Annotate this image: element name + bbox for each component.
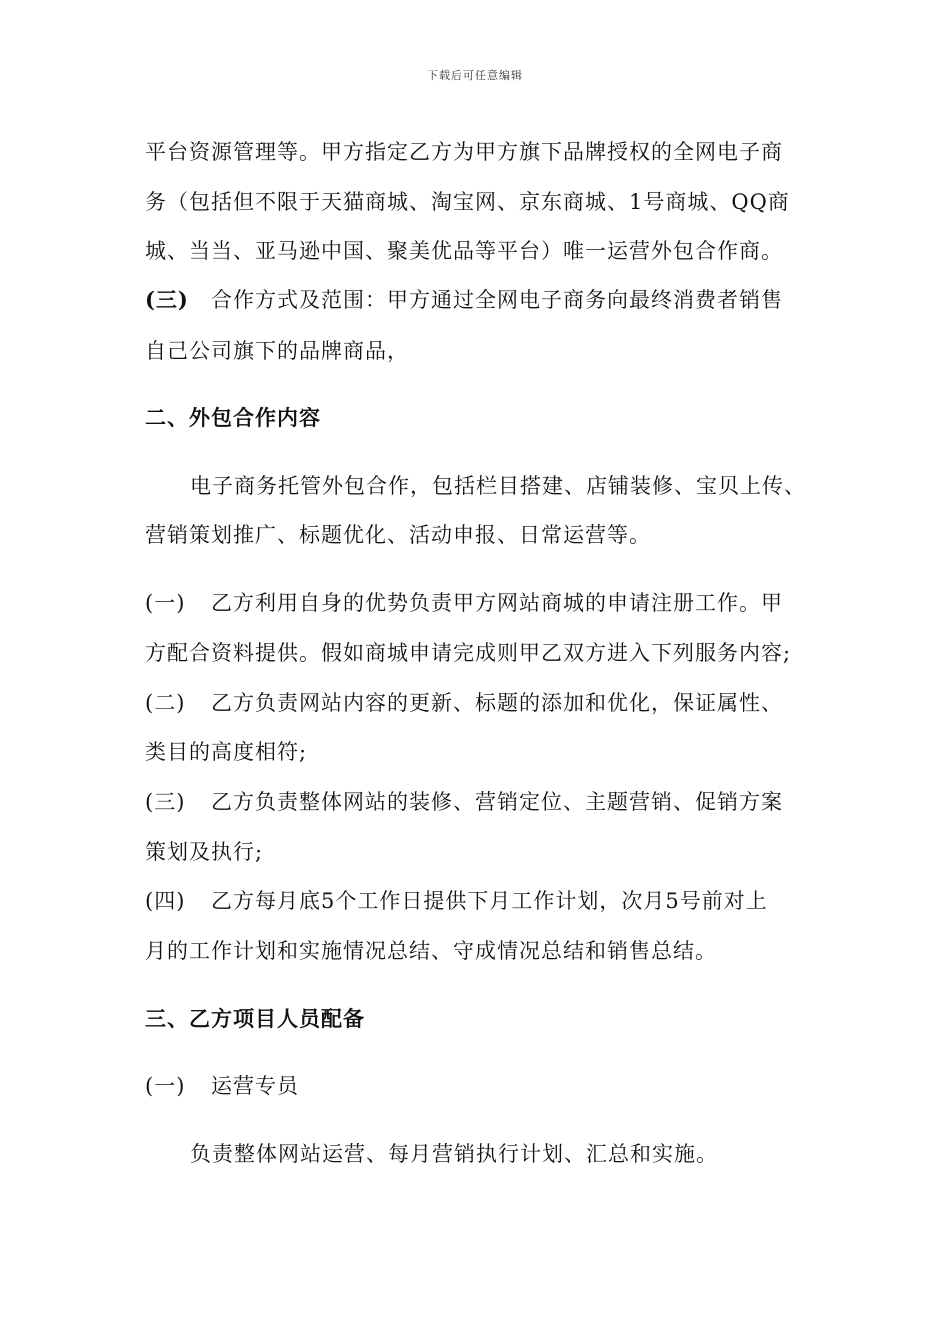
header-note: 下载后可任意编辑 bbox=[427, 69, 523, 82]
list-item bbox=[145, 588, 783, 618]
list-marker: (四) bbox=[145, 889, 186, 913]
paragraph-line: 自己公司旗下的品牌商品， bbox=[145, 339, 409, 363]
list-marker: (三) bbox=[145, 287, 189, 312]
list-item-text: 合作方式及范围：甲方通过全网电子商务向最终消费者销售 bbox=[211, 288, 783, 312]
list-item-text: 乙方负责整体网站的装修、营销定位、主题营销、促销方案 bbox=[211, 790, 783, 814]
paragraph-line: 类目的高度相符; bbox=[145, 740, 308, 764]
list-item-text: 运营专员 bbox=[211, 1074, 299, 1098]
list-marker: (一) bbox=[145, 591, 186, 615]
paragraph-line: 策划及执行; bbox=[145, 840, 264, 864]
list-item bbox=[145, 886, 768, 916]
list-marker: (一) bbox=[145, 1074, 186, 1098]
paragraph-line: 月的工作计划和实施情况总结、守成情况总结和销售总结。 bbox=[145, 939, 717, 963]
paragraph-line: 方配合资料提供。假如商城申请完成则甲乙双方进入下列服务内容; bbox=[145, 641, 792, 665]
paragraph-line: 务（包括但不限于天猫商城、淘宝网、京东商城、1号商城、QQ商 bbox=[145, 190, 790, 214]
list-item bbox=[145, 787, 783, 817]
paragraph-line: 城、当当、亚马逊中国、聚美优品等平台）唯一运营外包合作商。 bbox=[145, 239, 783, 263]
list-item-text: 乙方负责网站内容的更新、标题的添加和优化，保证属性、 bbox=[211, 691, 783, 715]
list-item bbox=[145, 1071, 299, 1101]
list-marker: (二) bbox=[145, 691, 186, 715]
list-item-text: 乙方利用自身的优势负责甲方网站商城的申请注册工作。甲 bbox=[211, 591, 783, 615]
list-marker: (三) bbox=[145, 790, 186, 814]
list-item bbox=[145, 688, 783, 718]
paragraph-line: 平台资源管理等。甲方指定乙方为甲方旗下品牌授权的全网电子商 bbox=[145, 140, 783, 164]
paragraph-line: 负责整体网站运营、每月营销执行计划、汇总和实施。 bbox=[190, 1142, 718, 1166]
section-heading: 三、乙方项目人员配备 bbox=[145, 1006, 365, 1031]
list-item bbox=[145, 285, 783, 315]
paragraph-line: 电子商务托管外包合作，包括栏目搭建、店铺装修、宝贝上传、 bbox=[190, 474, 806, 498]
list-item-text: 乙方每月底5个工作日提供下月工作计划，次月5号前对上 bbox=[211, 889, 768, 913]
section-heading: 二、外包合作内容 bbox=[145, 405, 321, 430]
paragraph-line: 营销策划推广、标题优化、活动申报、日常运营等。 bbox=[145, 523, 651, 547]
